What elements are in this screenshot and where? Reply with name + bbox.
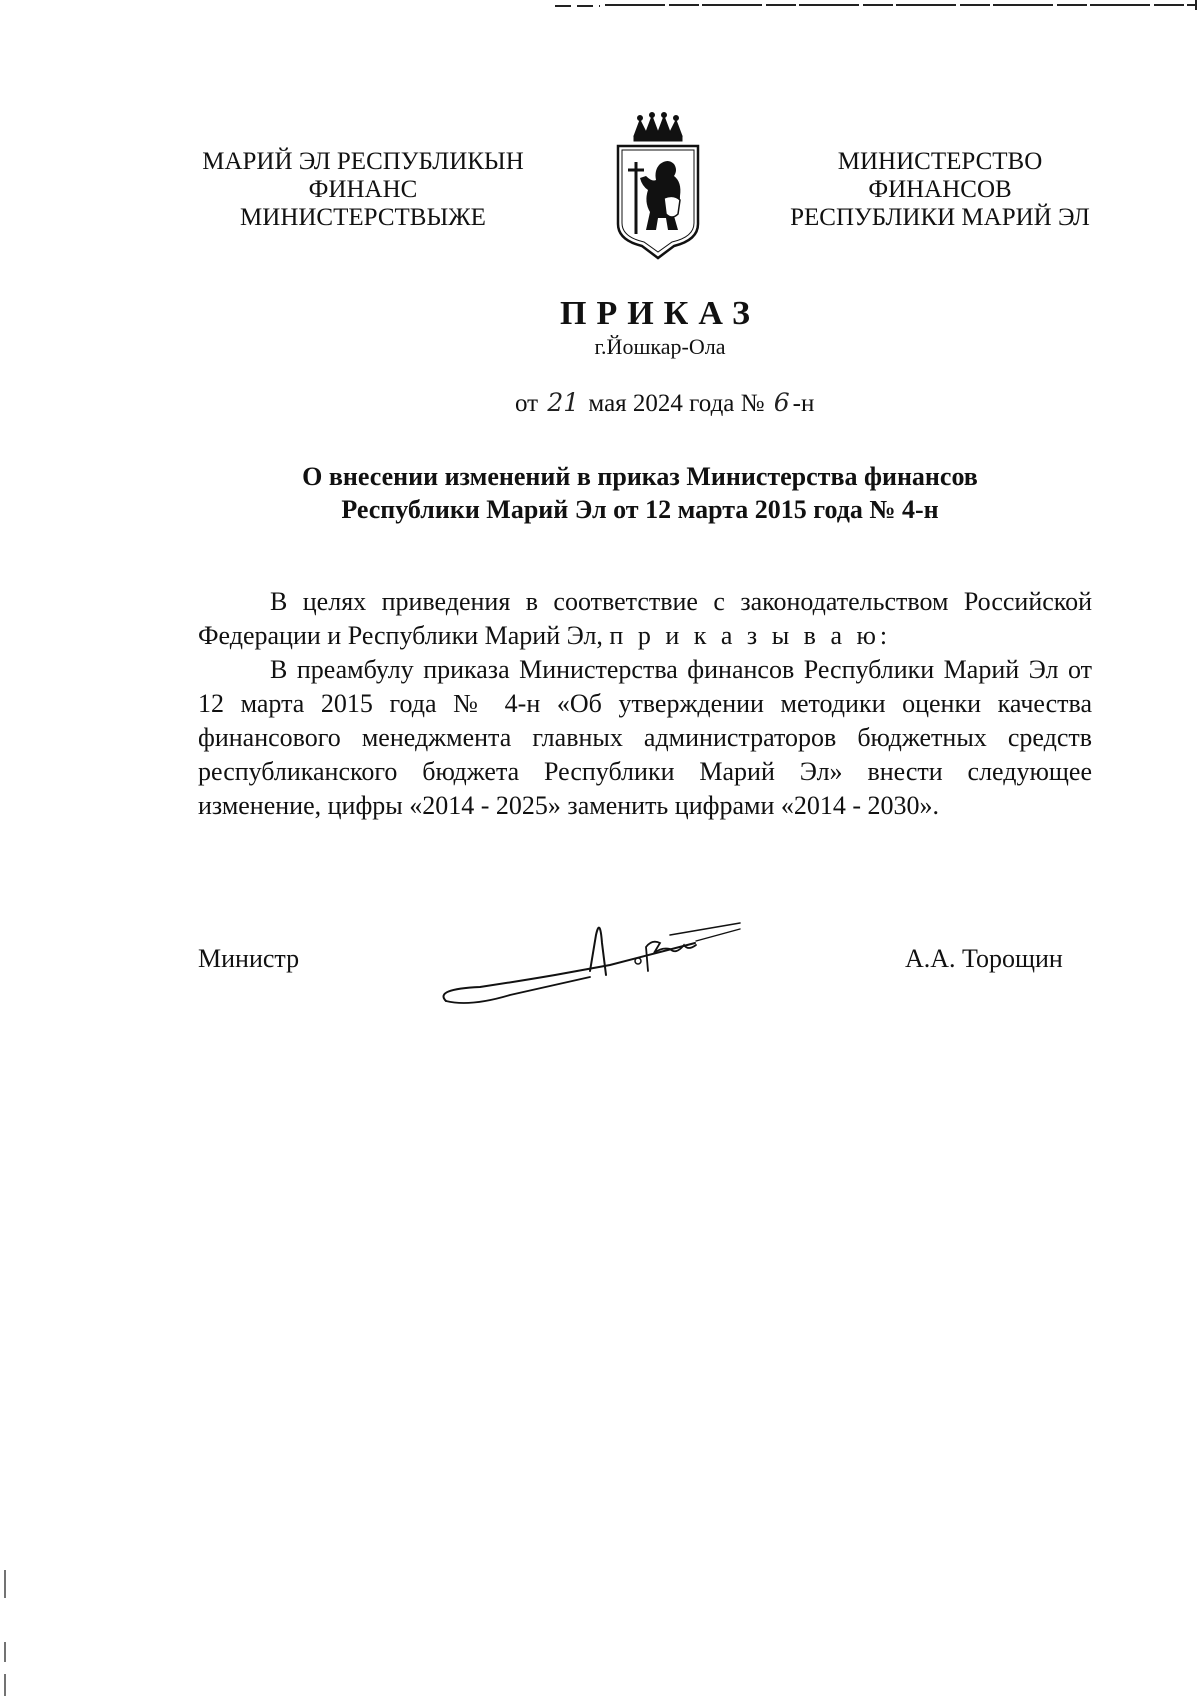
order-word: п р и к а з ы в а ю: — [609, 621, 892, 650]
ministry-name-russian-line3: РЕСПУБЛИКИ МАРИЙ ЭЛ — [790, 204, 1090, 231]
document-body — [198, 585, 1092, 823]
document-type: ПРИКАЗ — [560, 295, 760, 332]
ministry-name-mari-line2: ФИНАНС — [308, 176, 418, 203]
ministry-name-russian-line1: МИНИСТЕРСТВО — [837, 148, 1043, 175]
coat-of-arms-icon — [608, 112, 708, 268]
ministry-name-mari — [190, 148, 536, 232]
document-title-line2: Республики Марий Эл от 12 марта 2015 года № 4-н — [341, 495, 939, 524]
document-title — [200, 460, 1080, 526]
document-number-handwritten: 6 — [773, 388, 790, 417]
ministry-name-mari-line3: МИНИСТЕРСТВЫЖЕ — [240, 204, 486, 231]
document-date-line — [515, 388, 814, 418]
signatory-role: Министр — [198, 944, 300, 973]
body-paragraph-2: В преамбулу приказа Министерства финансов Республики Марий Эл от 12 марта 2015 года № 4-н «Об утверждении методики оценки качества финансового менеджмента главных администраторов бюджетных средств республиканского бюджета Республики Марий Эл» внести следующее изменение, цифры «2014 - 2025» заменить цифрами «2014 - 2030». — [198, 655, 1092, 820]
scan-edge-marks — [0, 0, 1200, 12]
ministry-name-russian-line2: ФИНАНСОВ — [868, 176, 1012, 203]
paragraph-1-text: В целях приведения в соответствие с законодательством Российской Федерации и Республики Марий Эл, — [198, 587, 1092, 650]
date-prefix: от — [515, 390, 539, 417]
ministry-name-mari-line1: МАРИЙ ЭЛ РЕСПУБЛИКЫН — [202, 148, 524, 175]
signatory-name: А.А. Торощин — [905, 944, 1063, 973]
body-paragraph-1 — [198, 585, 1092, 653]
ministry-name-russian — [780, 148, 1100, 232]
document-title-line1: О внесении изменений в приказ Министерства финансов — [302, 462, 978, 491]
document-city: г.Йошкар-Ола — [594, 334, 726, 359]
document-number-suffix: -н — [792, 390, 815, 417]
scan-edge-marks-left — [0, 1550, 12, 1696]
date-day-handwritten: 21 — [547, 388, 580, 417]
date-rest: мая 2024 года № — [588, 390, 765, 417]
handwritten-signature — [440, 895, 770, 1015]
